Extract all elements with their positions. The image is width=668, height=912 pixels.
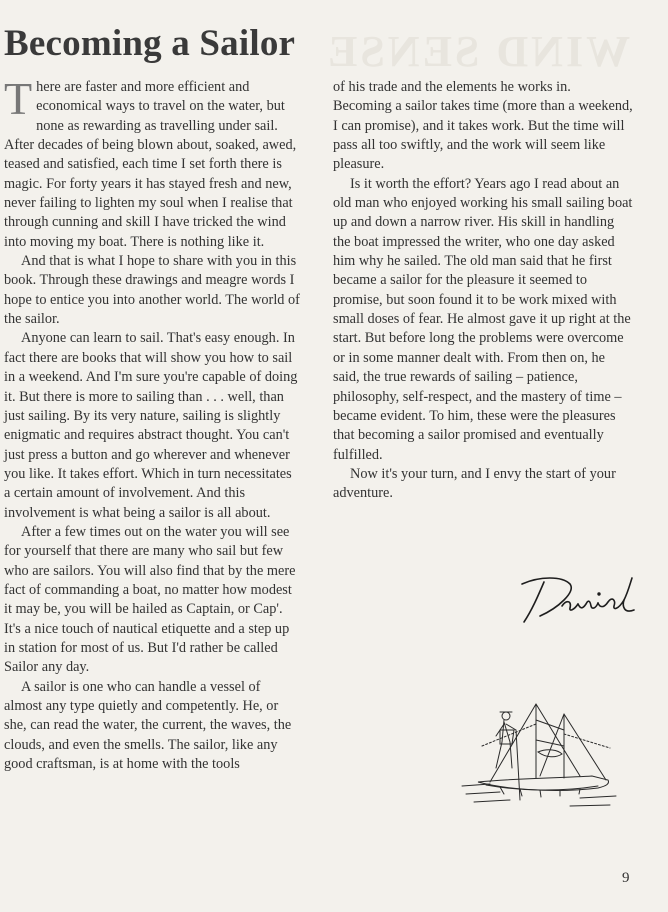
left-column xyxy=(4,73,300,774)
page-number: 9 xyxy=(622,870,630,886)
drop-cap: T xyxy=(4,73,33,124)
paragraph: And that is what I hope to share with you in this book. Through these drawings and meagre words I hope to entice you into another world. The world of the sailor. xyxy=(4,253,300,328)
page-title: Becoming a Sailor xyxy=(4,23,296,64)
right-column xyxy=(333,78,633,504)
paragraph: Is it worth the effort? Years ago I read about an old man who enjoyed working his small sailing boat up and down a narrow river. His skill in handling the boat impressed the writer, who one day asked him why he sailed. The old man said that he first became a sailor for the pleasure it seemed to promise, but soon found it to be work mixed with small doses of fear. He almost gave it up right at the start. But before long the problems were overcome or in some manner dealt with. From then on, he said, the true rewards of sailing – patience, philosophy, self-respect, and the mastery of time – became evident. To him, these were the pleasures that becoming a sailor promised and eventually fulfilled. xyxy=(333,175,633,463)
paragraph: Anyone can learn to sail. That's easy enough. In fact there are books that will show you how to sail in a weekend. And I'm sure you're capable of doing it. But there is more to sailing than . . . well, than just sailing. By its very nature, sailing is slightly enigmatic and requires abstract thought. You can't just press a button and go wherever and whenever you like. It takes effort. Which in turn necessitates a certain amount of involvement. And this involvement is what being a sailor is all about. xyxy=(4,330,298,521)
bleed-through-heading: WIND SENSE xyxy=(324,27,630,76)
paragraph xyxy=(4,73,300,252)
paragraph: A sailor is one who can handle a vessel of almost any type quietly and competently. He, or she, can read the water, the current, the waves, the clouds, and even the smells. The sailor, like any good craftsman, is at home with the tools xyxy=(4,678,292,773)
signature-icon xyxy=(518,570,638,626)
paragraph: Now it's your turn, and I envy the start of your adventure. xyxy=(333,465,616,502)
paragraph: After a few times out on the water you will see for yourself that there are many who sail but few who are sailors. You will also find that by the mere fact of commanding a boat, no matter how modest it may be, you will be hailed as Captain, or Cap'. It's a nice touch of nautical etiquette and a step up in station for most of us. But I'd rather be called Sailor any day. xyxy=(4,523,296,676)
paragraph-text: here are faster and more efficient and economical ways to travel on the water, but none as rewarding as travelling under sail. After decades of being blown about, soaked, awed, teased and satisfied, each time I set forth there is magic. For forty years it has stayed fresh and new, never failing to lighten my soul when I realise that through cunning and skill I have tricked the wind into moving my boat. There is nothing like it. xyxy=(4,79,297,250)
sailboat-sketch-icon xyxy=(460,690,620,818)
paragraph: of his trade and the elements he works in. Becoming a sailor takes time (more than a weekend, I can promise), and it takes work. But the time will pass all too swiftly, and the work will seem like pleasure. xyxy=(333,79,633,173)
